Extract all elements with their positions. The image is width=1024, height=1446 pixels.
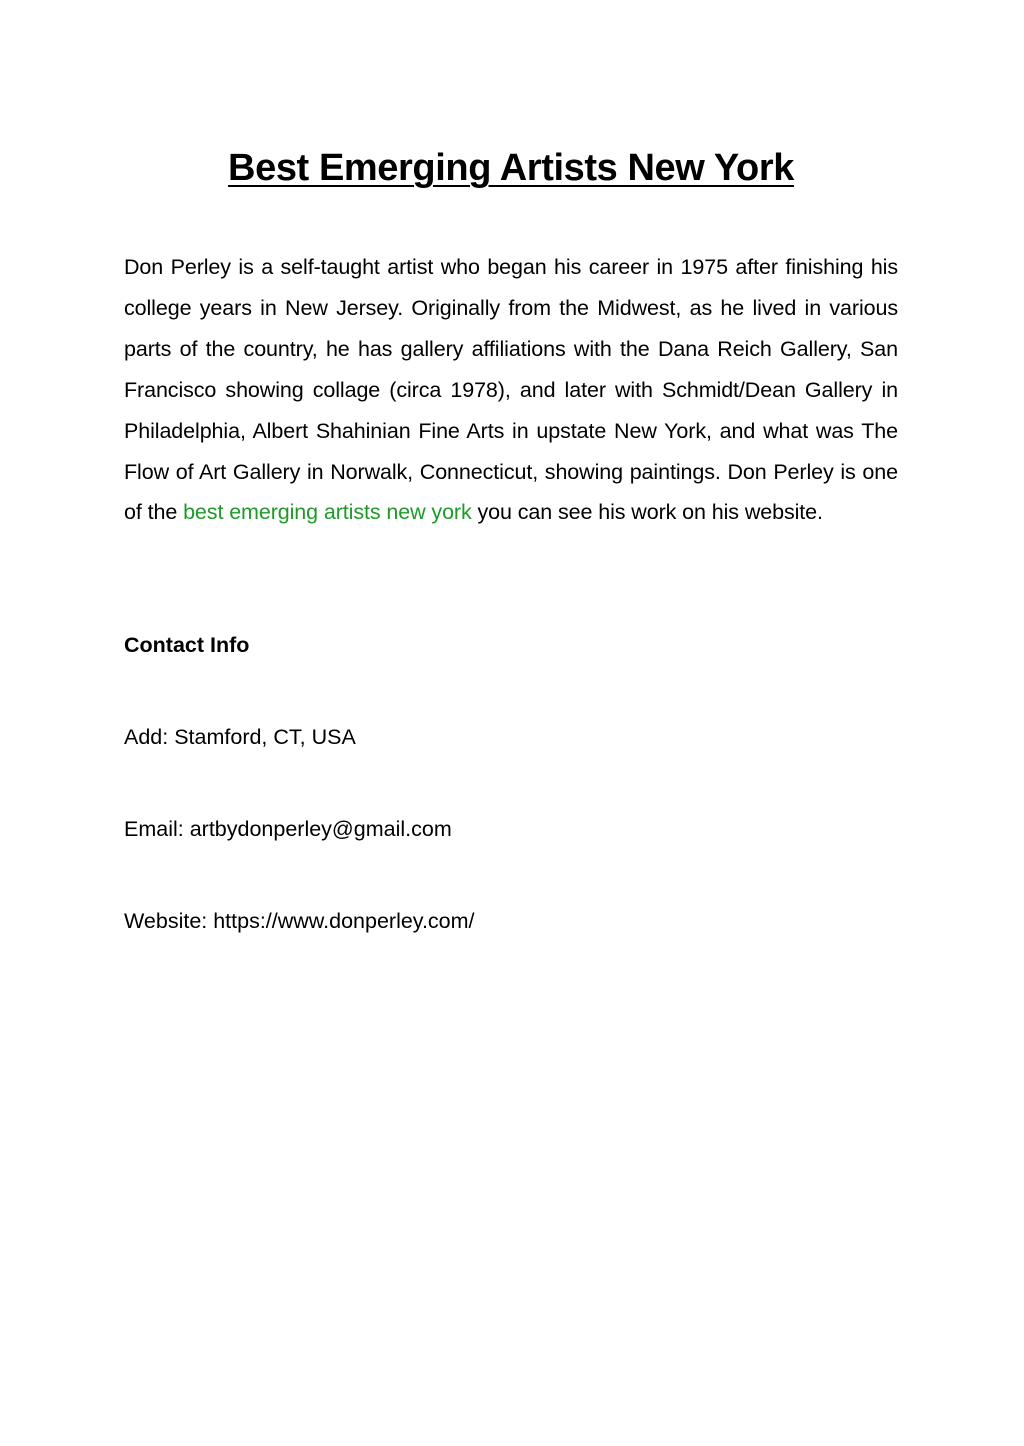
contact-email: Email: artbydonperley@gmail.com	[124, 817, 452, 841]
page-title: Best Emerging Artists New York	[228, 147, 794, 189]
best-emerging-artists-link[interactable]: best emerging artists new york	[183, 500, 472, 525]
contact-address: Add: Stamford, CT, USA	[124, 725, 356, 749]
contact-website: Website: https://www.donperley.com/	[124, 909, 475, 933]
intro-paragraph	[124, 247, 898, 533]
intro-text-after-link: you can see his work on his website.	[471, 500, 823, 525]
contact-info-heading: Contact Info	[124, 633, 250, 657]
intro-text-before-link: Don Perley is a self-taught artist who began his career in 1975 after finishing his college years in New Jersey. Originally from the Midwest, as he lived in various parts of the country, he has gallery affiliations with the Dana Reich Gallery, San Francisco showing collage (circa 1978), and later with Schmidt/Dean Gallery in Philadelphia, Albert Shahinian Fine Arts in upstate New York, and what was The Flow of Art Gallery in Norwalk, Connecticut, showing paintings. Don Perley is one of the	[124, 255, 898, 525]
